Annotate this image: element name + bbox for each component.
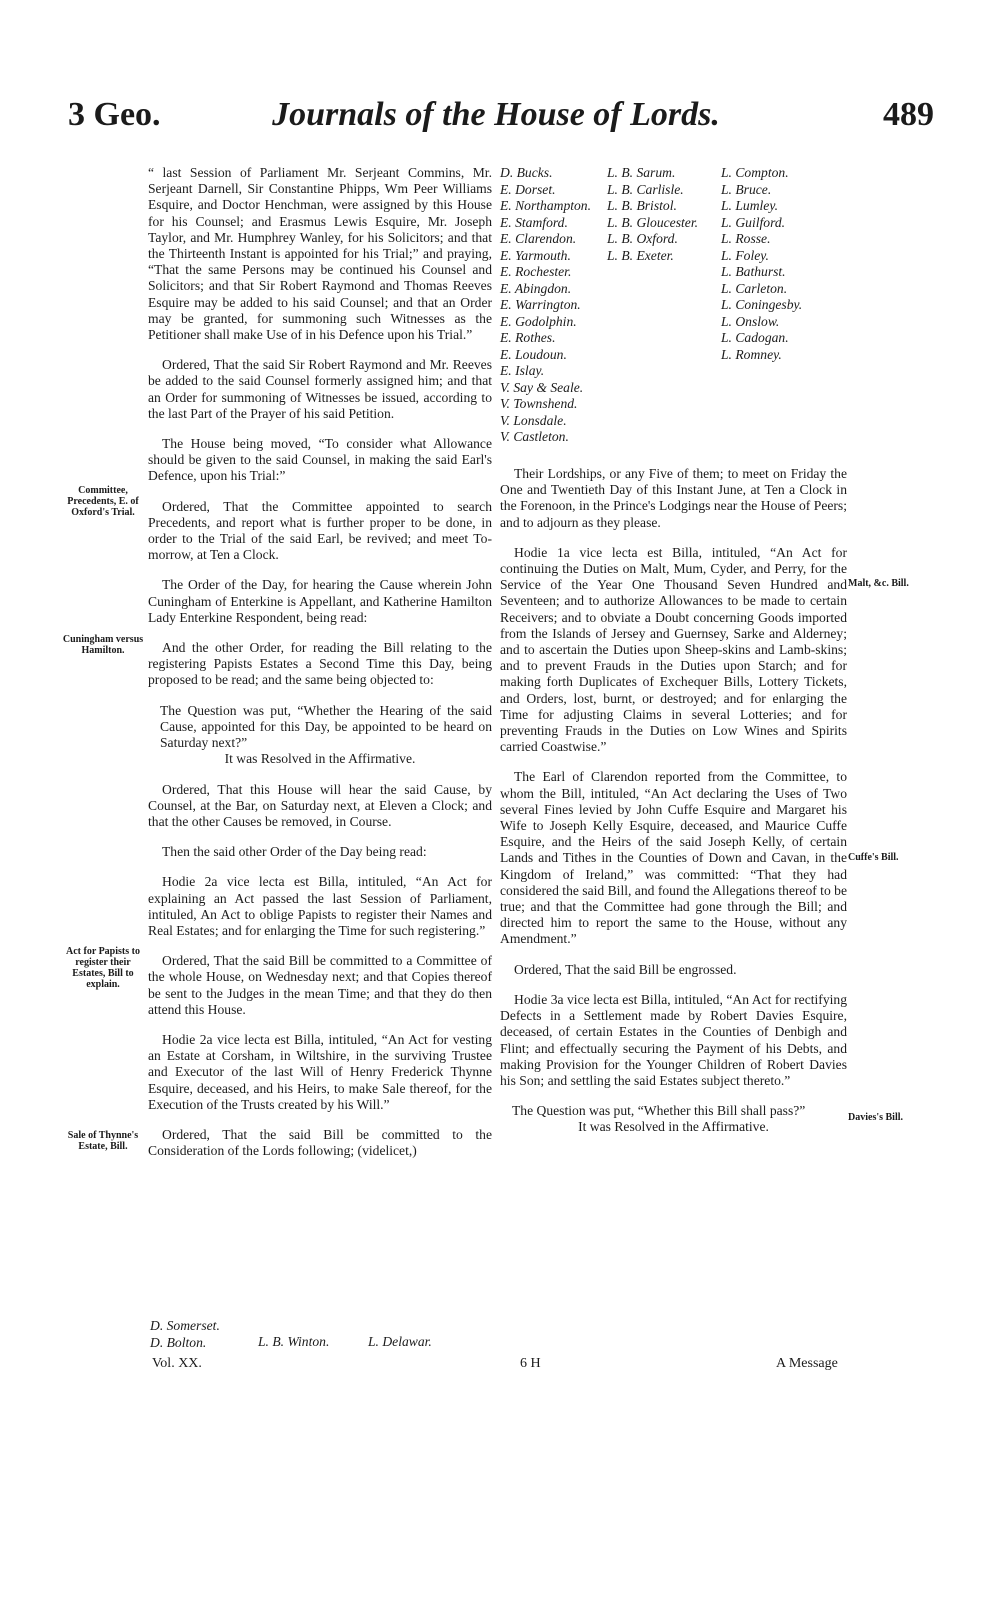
- regnal-year: 3 Geo.: [68, 96, 161, 133]
- left-column: [148, 165, 492, 1159]
- resolution-pass: It was Resolved in the Affirmative.: [578, 1119, 769, 1135]
- order-committed-lords: Ordered, That the said Bill be committed to the Consideration of the Lords following; (videlicet,): [148, 1126, 492, 1159]
- bill-malt-first-reading: Hodie 1a vice lecta est Billa, intituled, “An Act for continuing the Duties on Malt, Mum, Cyder, and Perry, for the Service of the Year One Thousand Seven Hundred and Seventeen; and to authorize Allowances to be made to certain Receivers; and to obviate a Doubt concerning Goods imported from the Islands of Jersey and Guernsey, Sarke and Alderney; and to ascertain the Duties upon Sheep-skins and Lamb-skins; and to prevent Frauds in the Duties upon Starch; and for making forth Duplicates of Exchequer Bills, Lottery Tickets, and Orders, lost, burnt, or destroyed; and for enlarging the Time for adjusting Claims in several Lotteries; and for preventing Frauds in the Duties on Low Wines and Spirits carried Coastwise.”: [500, 544, 847, 755]
- lord-entry: V. Lonsdale.: [500, 412, 567, 428]
- lord-entry: D. Bucks.: [500, 165, 553, 180]
- lords-list-bottom-a: [150, 1318, 220, 1351]
- volume-number: Vol. XX.: [152, 1356, 202, 1371]
- lord-entry: L. B. Sarum.: [607, 165, 676, 180]
- lord-entry: E. Yarmouth.: [500, 247, 571, 263]
- lord-entry: L. B. Gloucester.: [607, 214, 698, 230]
- lord-entry: E. Northampton.: [500, 198, 592, 213]
- margin-note-malt: Malt, &c. Bill.: [848, 578, 909, 589]
- margin-note-cuningham: Cuningham versus Hamilton.: [62, 634, 144, 656]
- lords-list-col1: [500, 165, 591, 446]
- question-hearing: The Question was put, “Whether the Hearing of the said Cause, appointed for this Day, be appointed to be heard on Saturday next?”: [160, 702, 492, 751]
- lords-list-col2: [607, 165, 698, 264]
- order-committed-whole-house: Ordered, That the said Bill be committed to a Committee of the whole House, on Wednesday next; and that Copies thereof be sent to the Judges in the mean Time; and that they do then attend this House.: [148, 953, 492, 1017]
- lord-entry: E. Rothes.: [500, 330, 556, 345]
- lord-entry: L. Bruce.: [721, 181, 772, 197]
- lord-entry: L. B. Bristol.: [607, 198, 677, 213]
- lord-entry: E. Godolphin.: [500, 313, 577, 329]
- lord-entry: E. Loudoun.: [500, 346, 567, 362]
- lord-entry: L. Coningesby.: [721, 297, 803, 312]
- motion-allowance: The House being moved, “To consider what Allowance should be given to the said Counsel, in making the said Earl's Defence, upon his Trial:”: [148, 436, 492, 484]
- lord-entry: E. Clarendon.: [500, 231, 577, 246]
- margin-note-cuffe: Cuffe's Bill.: [848, 852, 899, 863]
- journal-title: Journals of the House of Lords.: [272, 96, 720, 133]
- lord-entry: L. Lumley.: [721, 198, 779, 213]
- order-counsel: Ordered, That the said Sir Robert Raymond and Mr. Reeves be added to the said Counsel formerly assigned him; and that an Order for summoning of Witnesses be issued, according to the last Part of the Prayer of his said Petition.: [148, 357, 492, 421]
- lord-entry: L. Rosse.: [721, 231, 771, 246]
- margin-note-thynne: Sale of Thynne's Estate, Bill.: [67, 1130, 139, 1152]
- lord-entry: L. B. Carlisle.: [607, 181, 684, 197]
- question-pass: The Question was put, “Whether this Bill shall pass?”: [512, 1103, 806, 1119]
- lord-entry: L. Delawar.: [368, 1334, 432, 1349]
- lord-entry: E. Abingdon.: [500, 280, 572, 296]
- lord-entry: L. B. Exeter.: [607, 247, 674, 263]
- lord-entry: V. Townshend.: [500, 396, 578, 411]
- page-header: [0, 96, 992, 156]
- lord-entry: E. Islay.: [500, 363, 545, 378]
- lordships-meeting: Their Lordships, or any Five of them; to meet on Friday the One and Twentieth Day of this Instant June, at Ten a Clock in the Forenoon, in the Prince's Lodgings near the House of Peers; and to adjourn as they please.: [500, 466, 847, 530]
- report-cuffe-bill: The Earl of Clarendon reported from the Committee, to whom the Bill, intituled, “An Act declaring the Uses of Two several Fines levied by John Cuffe Esquire and Margaret his Wife to Joseph Kelly Esquire, deceased, and Maurice Cuffe Esquire, and the Heirs of the said Joseph Kelly, of certain Lands and Tithes in the Counties of Down and Cavan, in the Kingdom of Ireland,” was committed: “That they had considered the said Bill, and found the Allegations thereof to be true; and that the Committee had gone through the Bill; and directed him to report the same to the House, without any Amendment.”: [500, 769, 847, 947]
- lord-entry: V. Castleton.: [500, 429, 569, 444]
- lord-entry: L. B. Winton.: [258, 1334, 330, 1349]
- bill-davies-third-reading: Hodie 3a vice lecta est Billa, intituled, “An Act for rectifying Defects in a Settlement made by Robert Davies Esquire, deceased, of certain Estates in the Counties of Denbigh and Flint; and effectually securing the Payment of his Debts, and making Provision for the Younger Children of Robert Davies his Son; and settling the said Estates subject thereto.”: [500, 991, 847, 1088]
- lord-entry: L. Guilford.: [721, 214, 786, 230]
- other-order-papists: And the other Order, for reading the Bill relating to the registering Papists Estates a Second Time this Day, being proposed to be read; and the same being objected to:: [148, 640, 492, 688]
- lord-entry: E. Warrington.: [500, 297, 581, 312]
- order-engrossed: Ordered, That the said Bill be engrossed.: [514, 961, 737, 977]
- other-order-read: Then the said other Order of the Day being read:: [162, 844, 427, 860]
- catchword: A Message: [776, 1356, 838, 1371]
- lord-entry: D. Bolton.: [150, 1334, 207, 1350]
- lord-entry: E. Stamford.: [500, 214, 568, 230]
- bill-thynne-second-reading: Hodie 2a vice lecta est Billa, intituled, “An Act for vesting an Estate at Corsham, in Wiltshire, in the surviving Trustee and Executor of the last Will of Henry Frederick Thynne Esquire, deceased, and his Heirs, to make Sale thereof, for the Execution of the Trusts created by his Will.”: [148, 1031, 492, 1112]
- lord-entry: L. Bathurst.: [721, 264, 786, 279]
- order-committee-revived: Ordered, That the Committee appointed to search Precedents, and report what is further proper to be done, in order to the Trial of the said Earl, be revived; and meet To-morrow, at Ten a Clock.: [148, 498, 492, 563]
- margin-note-davies: Davies's Bill.: [848, 1112, 904, 1123]
- lord-entry: L. Onslow.: [721, 313, 780, 329]
- lord-entry: E. Rochester.: [500, 264, 572, 279]
- lord-entry: L. Foley.: [721, 247, 769, 263]
- right-column: [500, 466, 847, 1136]
- lord-entry: L. Romney.: [721, 346, 782, 362]
- resolution-affirmative: It was Resolved in the Affirmative.: [224, 751, 416, 767]
- lords-list-col3: [721, 165, 802, 363]
- lord-entry: D. Somerset.: [150, 1318, 220, 1333]
- lord-entry: L. Compton.: [721, 165, 789, 180]
- lord-entry: E. Dorset.: [500, 181, 556, 197]
- lord-entry: L. Carleton.: [721, 280, 788, 296]
- lord-entry: L. B. Oxford.: [607, 231, 678, 246]
- petition-text: “ last Session of Parliament Mr. Serjeant Commins, Mr. Serjeant Darnell, Sir Constantine Phipps, Wm Peer Williams Esquire, and Doctor Henchman, were assigned by this House for his Counsel; and Erasmus Lewis Esquire, Mr. Joseph Taylor, and Mr. Humphrey Wanley, for his Solicitors; and that the Thirteenth Instant is appointed for his Trial;” and praying, “That the same Persons may be continued his Counsel and Solicitors; and that Sir Robert Raymond and Thomas Reeves Esquire may be added to his said Counsel; and that an Order may be granted, for summoning such Witnesses as the Petitioner shall make Use of in his Defence upon his Trial.”: [148, 165, 492, 343]
- lord-entry: V. Say & Seale.: [500, 379, 584, 395]
- margin-note-papists: Act for Papists to register their Estates, Bill to explain.: [66, 946, 140, 990]
- order-hear-cause: Ordered, That this House will hear the said Cause, by Counsel, at the Bar, on Saturday next, at Eleven a Clock; and that the other Causes be removed, in Course.: [148, 781, 492, 829]
- margin-note-committee: Committee, Precedents, E. of Oxford's Trial.: [67, 485, 139, 518]
- order-of-day-cause: The Order of the Day, for hearing the Cause wherein John Cuningham of Enterkine is Appellant, and Katherine Hamilton Lady Enterkine Respondent, being read:: [148, 577, 492, 625]
- lord-entry: L. Cadogan.: [721, 330, 789, 345]
- signature-mark: 6 H: [520, 1356, 541, 1371]
- page-number: 489: [883, 96, 934, 133]
- bill-papists-second-reading: Hodie 2a vice lecta est Billa, intituled, “An Act for explaining an Act passed the last Session of Parliament, intituled, An Act to oblige Papists to register their Names and Real Estates; and for enlarging the Time for such registering.”: [148, 874, 492, 938]
